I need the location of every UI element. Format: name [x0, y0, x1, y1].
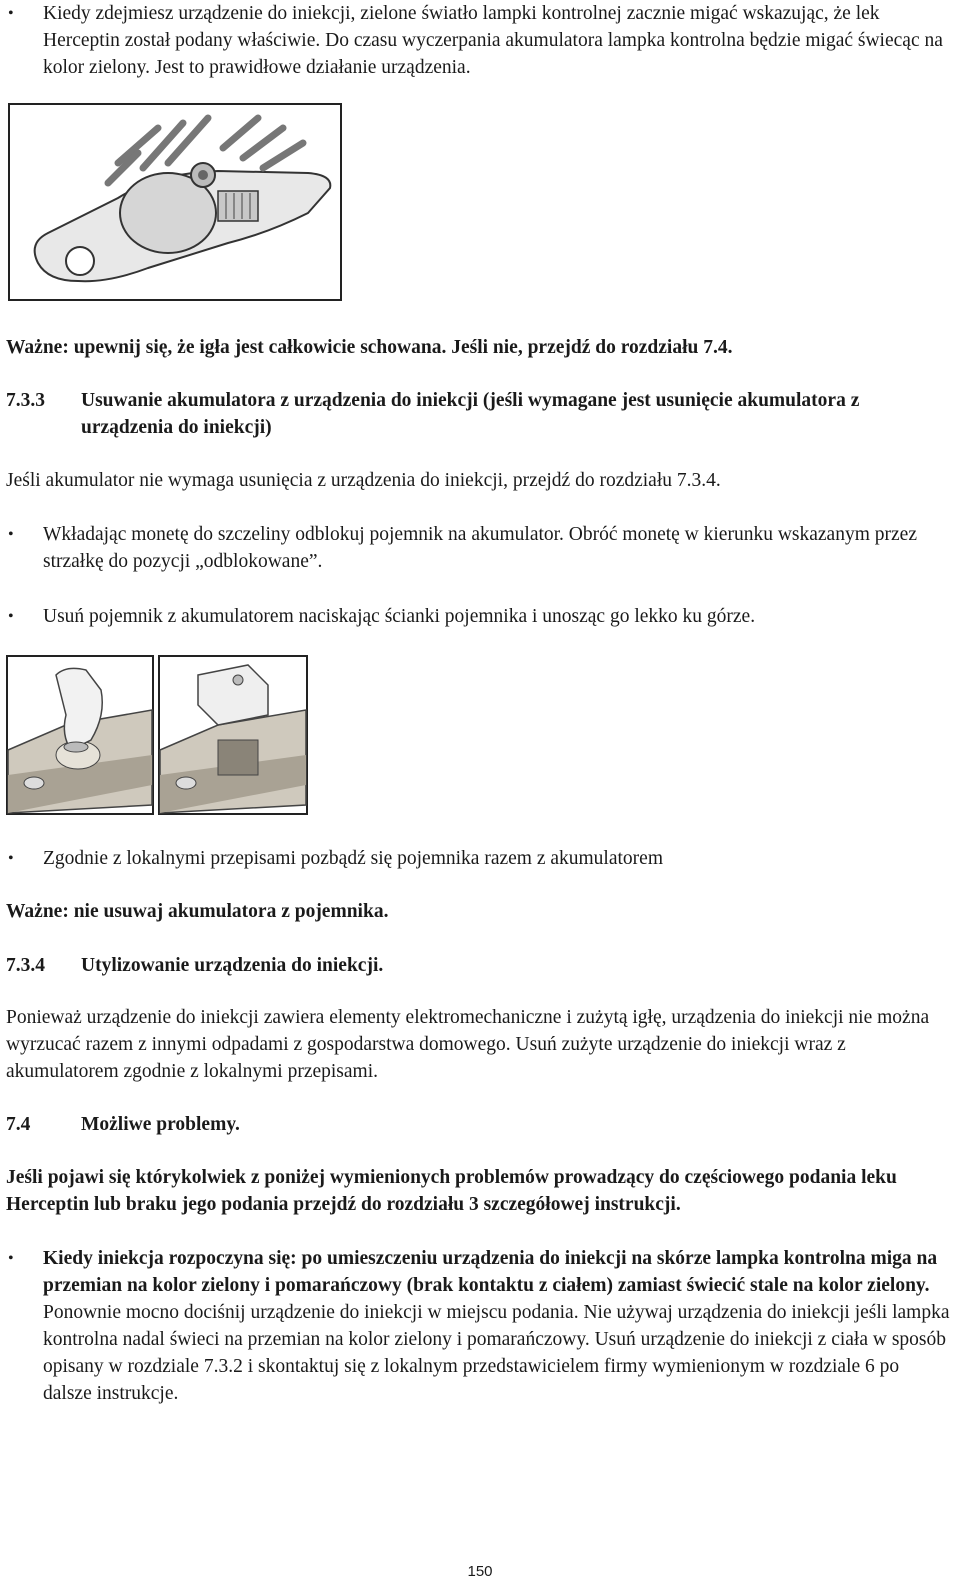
- page-number: 150: [467, 1563, 493, 1580]
- battery-container-removal-illustration: [158, 655, 308, 815]
- important-note-battery: Ważne: nie usuwaj akumulatora z pojemnika.: [6, 901, 389, 922]
- bullet-text-coin-unlock: Wkładając monetę do szczeliny odblokuj pojemnik na akumulator. Obróć monetę w kierunku wskazanym przez strzałkę do pozycji „odblokowane”.: [43, 524, 917, 572]
- bullet-marker: •: [8, 5, 14, 22]
- coin-unlock-illustration: [6, 655, 154, 815]
- bullet-marker: •: [8, 850, 14, 867]
- paragraph-device-disposal: Ponieważ urządzenie do iniekcji zawiera elementy elektromechaniczne i zużytą igłę, urządzenia do iniekcji nie można wyrzucać razem z innymi odpadami z gospodarstwa domowego. Usuń zużyte urządzenie do iniekcji wraz z akumulatorem zgodnie z lokalnymi przepisami.: [6, 1007, 930, 1082]
- section-title-7-3-3: Usuwanie akumulatora z urządzenia do iniekcji (jeśli wymagane jest usunięcie akumulatora z urządzenia do iniekcji): [81, 390, 860, 438]
- bullet-problem-no-contact: [43, 1245, 952, 1407]
- bullet-text-dispose-container: Zgodnie z lokalnymi przepisami pozbądź się pojemnika razem z akumulatorem: [43, 848, 663, 869]
- bullet-marker: •: [8, 608, 14, 625]
- bullet-marker: •: [8, 526, 14, 543]
- bullet-problem-heading: Kiedy iniekcja rozpoczyna się: po umieszczeniu urządzenia do iniekcji na skórze lampka kontrolna miga na przemian na kolor zielony i pomarańczowy (brak kontaktu z ciałem) zamiast świecić stale na kolor zielony.: [43, 1248, 938, 1296]
- bullet-text-green-light: Kiedy zdejmiesz urządzenie do iniekcji, zielone światło lampki kontrolnej zacznie migać wskazując, że lek Herceptin został podany właściwie. Do czasu wyczerpania akumulatora lampka kontrolna będzie migać świecąc na kolor zielony. Jest to prawidłowe działanie urządzenia.: [43, 3, 943, 78]
- section-number-7-3-3: 7.3.3: [6, 390, 45, 411]
- section-title-7-4: Możliwe problemy.: [81, 1114, 240, 1135]
- section-title-7-3-4: Utylizowanie urządzenia do iniekcji.: [81, 955, 384, 976]
- bullet-problem-instructions: Ponownie mocno dociśnij urządzenie do iniekcji w miejscu podania. Nie używaj urządzenia do iniekcji jeśli lampka kontrolna nadal świeci na przemian na kolor zielony i pomarańczowy. Usuń urządzenie do iniekcji z ciała w sposób opisany w rozdziale 7.3.2 i skontaktuj się z lokalnym przedstawicielem firmy wymienionym w rozdziale 6 po dalsze instrukcje.: [43, 1302, 950, 1404]
- paragraph-skip-removal: Jeśli akumulator nie wymaga usunięcia z urządzenia do iniekcji, przejdź do rozdziału 7.3.4.: [6, 470, 721, 491]
- bullet-text-remove-container: Usuń pojemnik z akumulatorem naciskając ścianki pojemnika i unosząc go lekko ku górze.: [43, 606, 756, 627]
- bullet-marker: •: [8, 1250, 14, 1267]
- injection-device-illustration: [8, 103, 342, 301]
- important-note-needle: Ważne: upewnij się, że igła jest całkowicie schowana. Jeśli nie, przejdź do rozdziału 7.4.: [6, 337, 733, 358]
- section-number-7-4: 7.4: [6, 1114, 31, 1135]
- section-number-7-3-4: 7.3.4: [6, 955, 45, 976]
- paragraph-problems-intro: Jeśli pojawi się którykolwiek z poniżej wymienionych problemów prowadzący do częściowego podania leku Herceptin lub braku jego podania przejdź do rozdziału 3 szczegółowej instrukcji.: [6, 1167, 897, 1215]
